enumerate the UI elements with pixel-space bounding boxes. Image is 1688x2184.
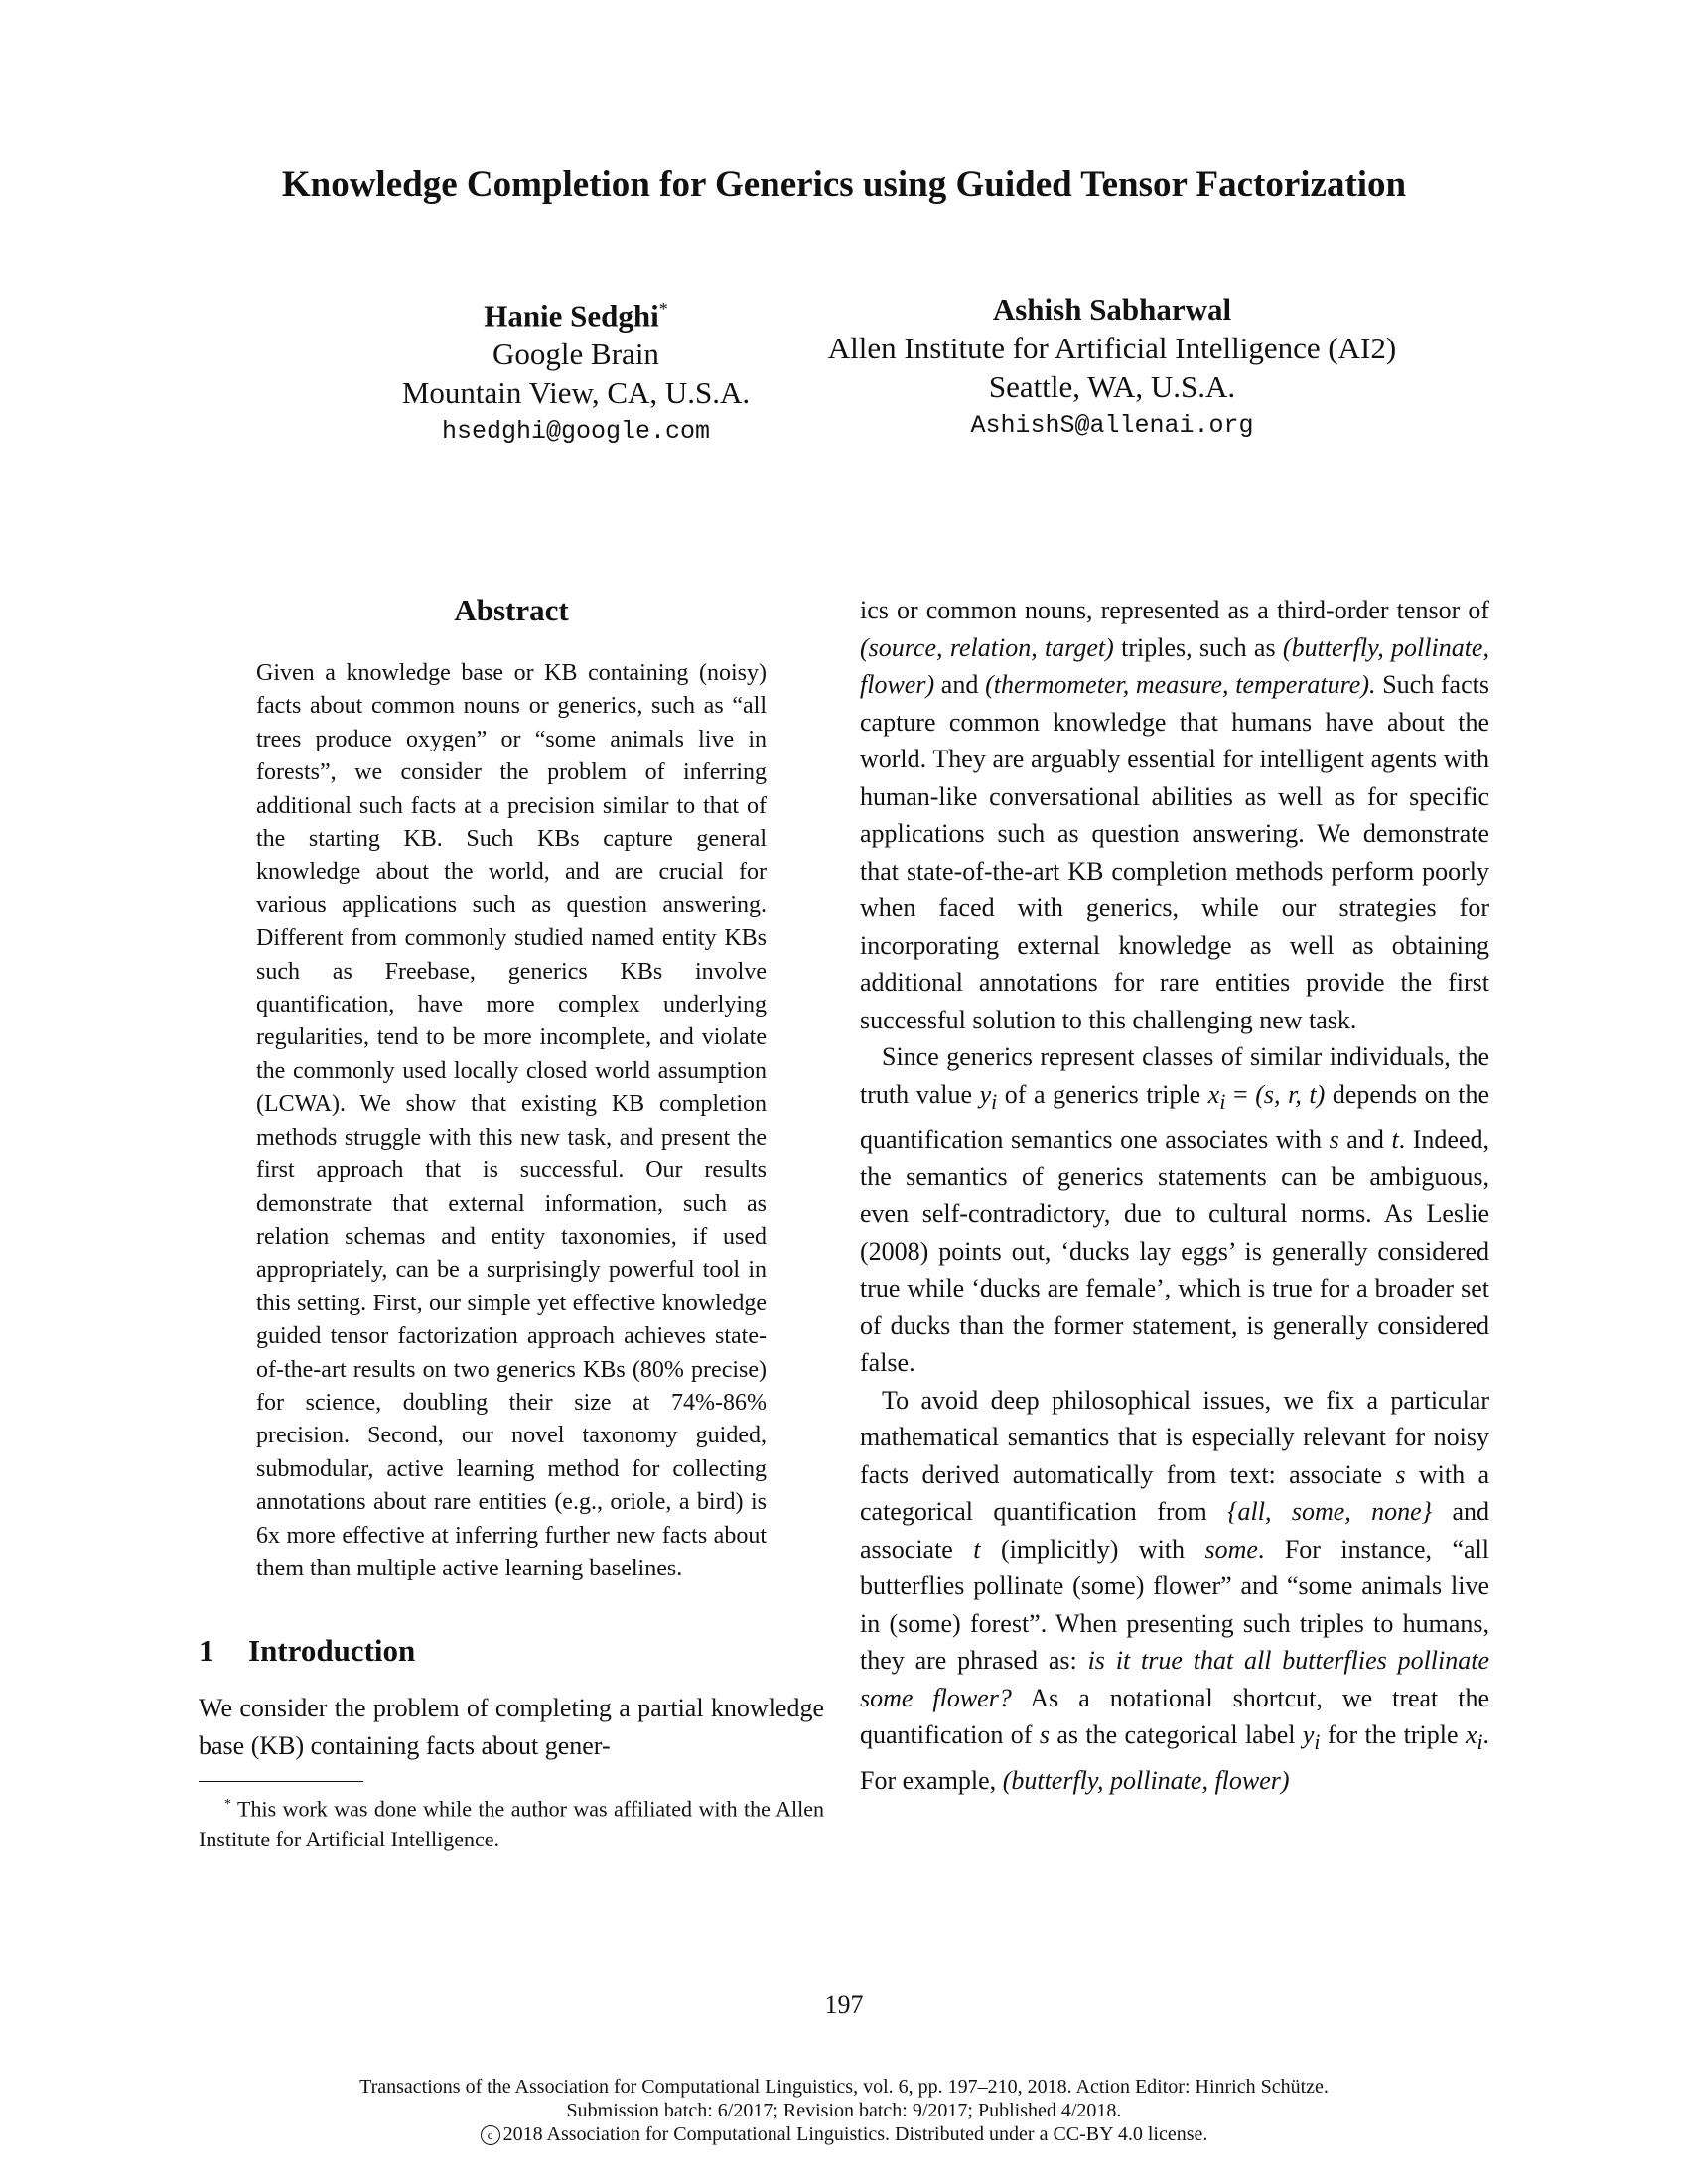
math-symbol: t xyxy=(1391,1125,1399,1155)
section-title: Introduction xyxy=(248,1633,416,1669)
emphasis-text: (butterfly, pollinate, flower) xyxy=(860,632,1489,699)
paper-title: Knowledge Completion for Generics using Guided Tensor Factorization xyxy=(281,164,1407,205)
abstract-text: Given a knowledge base or KB containing (noisy) facts about common nouns or generics, such as “all trees produce oxygen” or “some animals live in forests”, we consider the problem of inferring additional such facts at a precision similar to that of the starting KB. Such KBs capture general knowledge about the world, and are crucial for various applications such as question answering. Different from commonly studied named entity KBs such as Freebase, generics KBs involve quantification, have more complex underlying regularities, tend to be more incomplete, and violate the commonly used locally closed world assumption (LCWA). We show that existing KB completion methods struggle with this new task, and present the first approach that is successful. Our results demonstrate that external information, such as relation schemas and entity taxonomies, if used appropriately, can be a surprisingly powerful tool in this setting. First, our simple yet effective knowledge guided tensor factorization approach achieves state-of-the-art results on two generics KBs (80% precise) for science, doubling their size at 74%-86% precision. Second, our novel taxonomy guided, submodular, active learning method for collecting annotations about rare entities (e.g., oriole, a bird) is 6x more effective at inferring further new facts about them than multiple active learning baselines. xyxy=(256,660,767,1581)
text-run: triples, such as xyxy=(1113,632,1283,662)
emphasis-text: (butterfly, pollinate, flower) xyxy=(1002,1765,1290,1795)
page-footer xyxy=(0,2075,1688,2146)
math-symbol: s xyxy=(1395,1459,1406,1489)
text-run: depends on the quantification semantics one associates with xyxy=(860,1079,1490,1155)
math-symbol: s xyxy=(1039,1720,1050,1750)
text-run: . Indeed, the semantics of generics statements can be ambiguous, even self-contradictory, due to cultural norms. As Leslie (2008) points out, ‘ducks lay eggs’ is generally considered true while ‘ducks are female’, which is true for a broader set of ducks than the former statement, is generally considered false. xyxy=(860,1125,1489,1378)
author-name: Hanie Sedghi xyxy=(484,298,659,334)
math-symbol: y xyxy=(979,1079,992,1109)
math-symbol: some xyxy=(1204,1534,1258,1564)
footer-journal-line: Transactions of the Association for Computational Linguistics, vol. 6, pp. 197–210, 2018. Action Editor: Hinrich Schütze. xyxy=(359,2076,1329,2098)
author-affiliation: Allen Institute for Artificial Intelligence (AI2) xyxy=(827,331,1397,365)
intro-paragraph-1-start: We consider the problem of completing a partial knowledge base (KB) containing facts about gener- xyxy=(199,1694,824,1760)
footer-copyright-line xyxy=(0,2122,1688,2146)
text-run: . For instance, “all butterflies pollinate (some) flower” and “some animals live in (some) forest”. When presenting such triples to humans, they are phrased as: xyxy=(860,1534,1490,1676)
text-run: . For example, xyxy=(860,1720,1489,1795)
section-number: 1 xyxy=(199,1633,214,1669)
text-run: of a generics triple xyxy=(997,1079,1208,1109)
math-subscript: i xyxy=(991,1089,998,1114)
math-symbol: x xyxy=(1207,1079,1220,1109)
left-column xyxy=(199,592,824,1854)
author-location: Seattle, WA, U.S.A. xyxy=(988,369,1236,404)
math-symbol: y xyxy=(1302,1720,1315,1750)
text-run: with a categorical quantification from xyxy=(860,1459,1490,1527)
footer-copyright-text: 2018 Association for Computational Linguistics. Distributed under a CC-BY 4.0 license. xyxy=(502,2123,1208,2145)
text-run: Such facts capture common knowledge that humans have about the world. They are arguably essential for intelligent agents with human-like conversational abilities as well as for specific applications such as question answering. We demonstrate that state-of-the-art KB completion methods perform poorly when faced with generics, while our strategies for incorporating external knowledge as well as obtaining additional annotations for rare entities provide the first successful solution to this challenging new task. xyxy=(860,670,1489,1034)
text-run: and xyxy=(934,670,986,699)
author-block-sedghi xyxy=(357,290,794,451)
text-run: and associate xyxy=(860,1497,1490,1564)
intro-paragraph-2 xyxy=(860,1038,1489,1382)
abstract-heading: Abstract xyxy=(454,593,569,627)
footnote-text: This work was done while the author was affiliated with the Allen Institute for Artificial Intelligence. xyxy=(199,1796,824,1851)
footer-submission-line: Submission batch: 6/2017; Revision batch: 9/2017; Published 4/2018. xyxy=(566,2100,1122,2121)
intro-paragraph-3 xyxy=(860,1382,1489,1800)
section-heading-introduction xyxy=(199,1632,824,1670)
emphasis-text: is it true that all butterflies pollinate some flower? xyxy=(860,1646,1490,1712)
math-expression: (s, r, t) xyxy=(1255,1079,1326,1109)
author-email: hsedghi@google.com xyxy=(441,417,711,447)
author-block-sabharwal xyxy=(794,290,1430,445)
author-affiliation: Google Brain xyxy=(492,337,659,372)
emphasis-text: (thermometer, measure, temperature). xyxy=(985,670,1376,699)
text-run: ics or common nouns, represented as a third-order tensor of xyxy=(860,596,1489,624)
author-location: Mountain View, CA, U.S.A. xyxy=(401,375,751,411)
text-run: As a notational shortcut, we treat the quantification of xyxy=(860,1683,1489,1750)
footnote-divider xyxy=(199,1781,363,1782)
math-symbol: s xyxy=(1329,1125,1339,1155)
author-name: Ashish Sabharwal xyxy=(992,292,1232,327)
copyright-icon: c xyxy=(481,2125,500,2145)
math-symbol: x xyxy=(1465,1720,1477,1750)
math-symbol: t xyxy=(973,1534,981,1564)
math-subscript: i xyxy=(1477,1730,1483,1755)
footnote-marker: * xyxy=(224,1797,231,1813)
author-footnote-marker: * xyxy=(658,299,668,319)
text-run: To avoid deep philosophical issues, we fix a particular mathematical semantics that is especially relevant for noisy facts derived automatically from text: associate xyxy=(860,1385,1489,1489)
footnote xyxy=(199,1790,824,1853)
emphasis-text: (source, relation, target) xyxy=(860,632,1114,662)
right-column xyxy=(860,592,1489,1799)
text-run: for the triple xyxy=(1320,1720,1466,1750)
author-email: AshishS@allenai.org xyxy=(970,411,1254,440)
text-run: and xyxy=(1338,1125,1392,1155)
math-expression: {all, some, none} xyxy=(1227,1497,1433,1527)
text-run: = xyxy=(1225,1079,1256,1109)
text-run: as the categorical label xyxy=(1049,1720,1303,1750)
math-subscript: i xyxy=(1314,1730,1321,1755)
intro-paragraph-1-continued xyxy=(860,592,1489,1038)
text-run: (implicitly) with xyxy=(980,1534,1205,1564)
page-number: 197 xyxy=(824,1990,864,2019)
math-subscript: i xyxy=(1219,1089,1226,1114)
text-run: Since generics represent classes of similar individuals, the truth value xyxy=(860,1042,1489,1109)
